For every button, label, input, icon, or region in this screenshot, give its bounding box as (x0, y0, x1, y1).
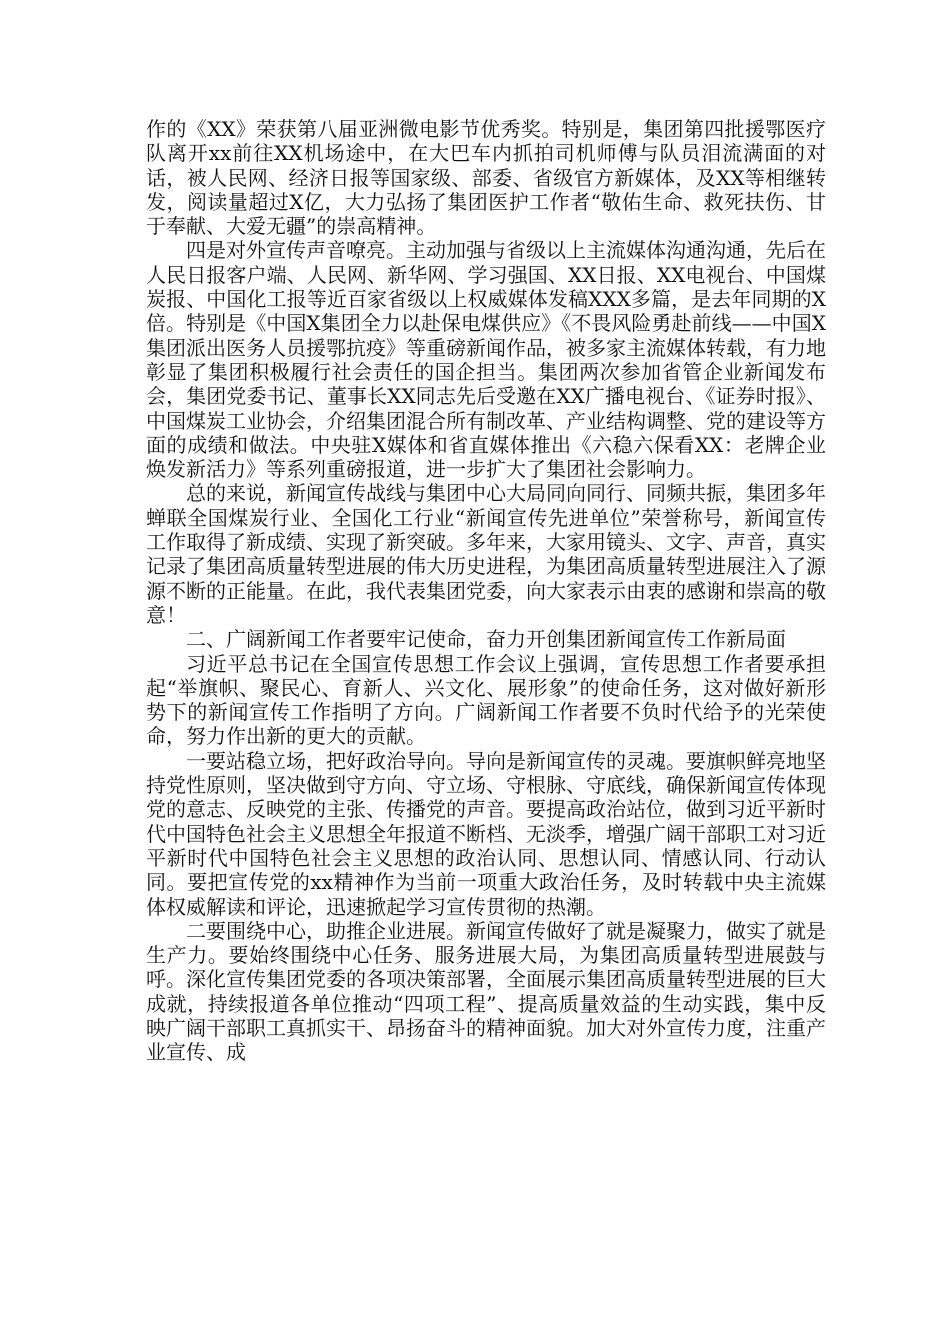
paragraph-summary: 总的来说，新闻宣传战线与集团中心大局同向同行、同频共振，集团多年蝉联全国煤炭行业、全国化工行业“新闻宣传先进单位”荣誉称号，新闻宣传工作取得了新成绩、实现了新突破。多年来，大家用镜头、文字、声音，真实记录了集团高质量转型进展的伟大历史进程，为集团高质量转型进展注入了源源不断的正能量。在此，我代表集团党委，向大家表示由衷的感谢和崇高的敬意！ (146, 481, 826, 627)
section-heading-mission: 二、广阔新闻工作者要牢记使命，奋力开创集团新闻宣传工作新局面 (186, 627, 786, 652)
paragraph-political-direction: 一要站稳立场，把好政治导向。导向是新闻宣传的灵魂。要旗帜鲜亮地坚持党性原则，坚决做到守方向、守立场、守根脉、守底线，确保新闻宣传体现党的意志、反映党的主张、传播党的声音。要提高政治站位，做到习近平新时代中国特色社会主义思想全年报道不断档、无淡季，增强广阔干部职工对习近平新时代中国特色社会主义思想的政治认同、思想认同、情感认同、行动认同。要把宣传党的xx精神作为当前一项重大政治任务，及时转载中央主流媒体权威解读和评论，迅速掀起学习宣传贯彻的热潮。 (146, 748, 826, 919)
paragraph-enterprise-development: 二要围绕中心，助推企业进展。新闻宣传做好了就是凝聚力，做实了就是生产力。要始终围绕中心任务、服务进展大局，为集团高质量转型进展鼓与呼。深化宣传集团党委的各项决策部署，全面展示集团高质量转型进展的巨大成就，持续报道各单位推动“四项工程”、提高质量效益的生动实践，集中反映广阔干部职工真抓实干、昂扬奋斗的精神面貌。加大对外宣传力度，注重产业宣传、成 (146, 918, 826, 1065)
paragraph-xi-speech: 习近平总书记在全国宣传思想工作会议上强调，宣传思想工作者要承担起“举旗帜、聚民心、育新人、兴文化、展形象”的使命任务，这对做好新形势下的新闻宣传工作指明了方向。广阔新闻工作者要不负时代给予的光荣使命，努力作出新的更大的贡献。 (146, 651, 826, 749)
paragraph-external-publicity: 四是对外宣传声音嘹亮。主动加强与省级以上主流媒体沟通沟通，先后在人民日报客户端、人民网、新华网、学习强国、XX日报、XX电视台、中国煤炭报、中国化工报等近百家省级以上权威媒体发稿XXX多篇，是去年同期的X倍。特别是《中国X集团全力以赴保电煤供应》《不畏风险勇赴前线——中国X集团派出医务人员援鄂抗疫》等重磅新闻作品，被多家主流媒体转载，有力地彰显了集团积极履行社会责任的国企担当。集团两次参加省管企业新闻发布会，集团党委书记、董事长XX同志先后受邀在XX广播电视台、《证券时报》、中国煤炭工业协会，介绍集团混合所有制改革、产业结构调整、党的建设等方面的成绩和做法。中央驻X媒体和省直媒体推出《六稳六保看XX：老牌企业焕发新活力》等系列重磅报道，进一步扩大了集团社会影响力。 (146, 238, 826, 482)
document-body (146, 117, 826, 1065)
paragraph-continuation: 作的《XX》荣获第八届亚洲微电影节优秀奖。特别是，集团第四批援鄂医疗队离开xx前往XX机场途中，在大巴车内抓拍司机师傅与队员泪流满面的对话，被人民网、经济日报等国家级、部委、省级官方新媒体，及XX等相继转发，阅读量超过X亿，大力弘扬了集团医护工作者“敬佑生命、救死扶伤、甘于奉献、大爱无疆”的崇高精神。 (146, 117, 826, 239)
